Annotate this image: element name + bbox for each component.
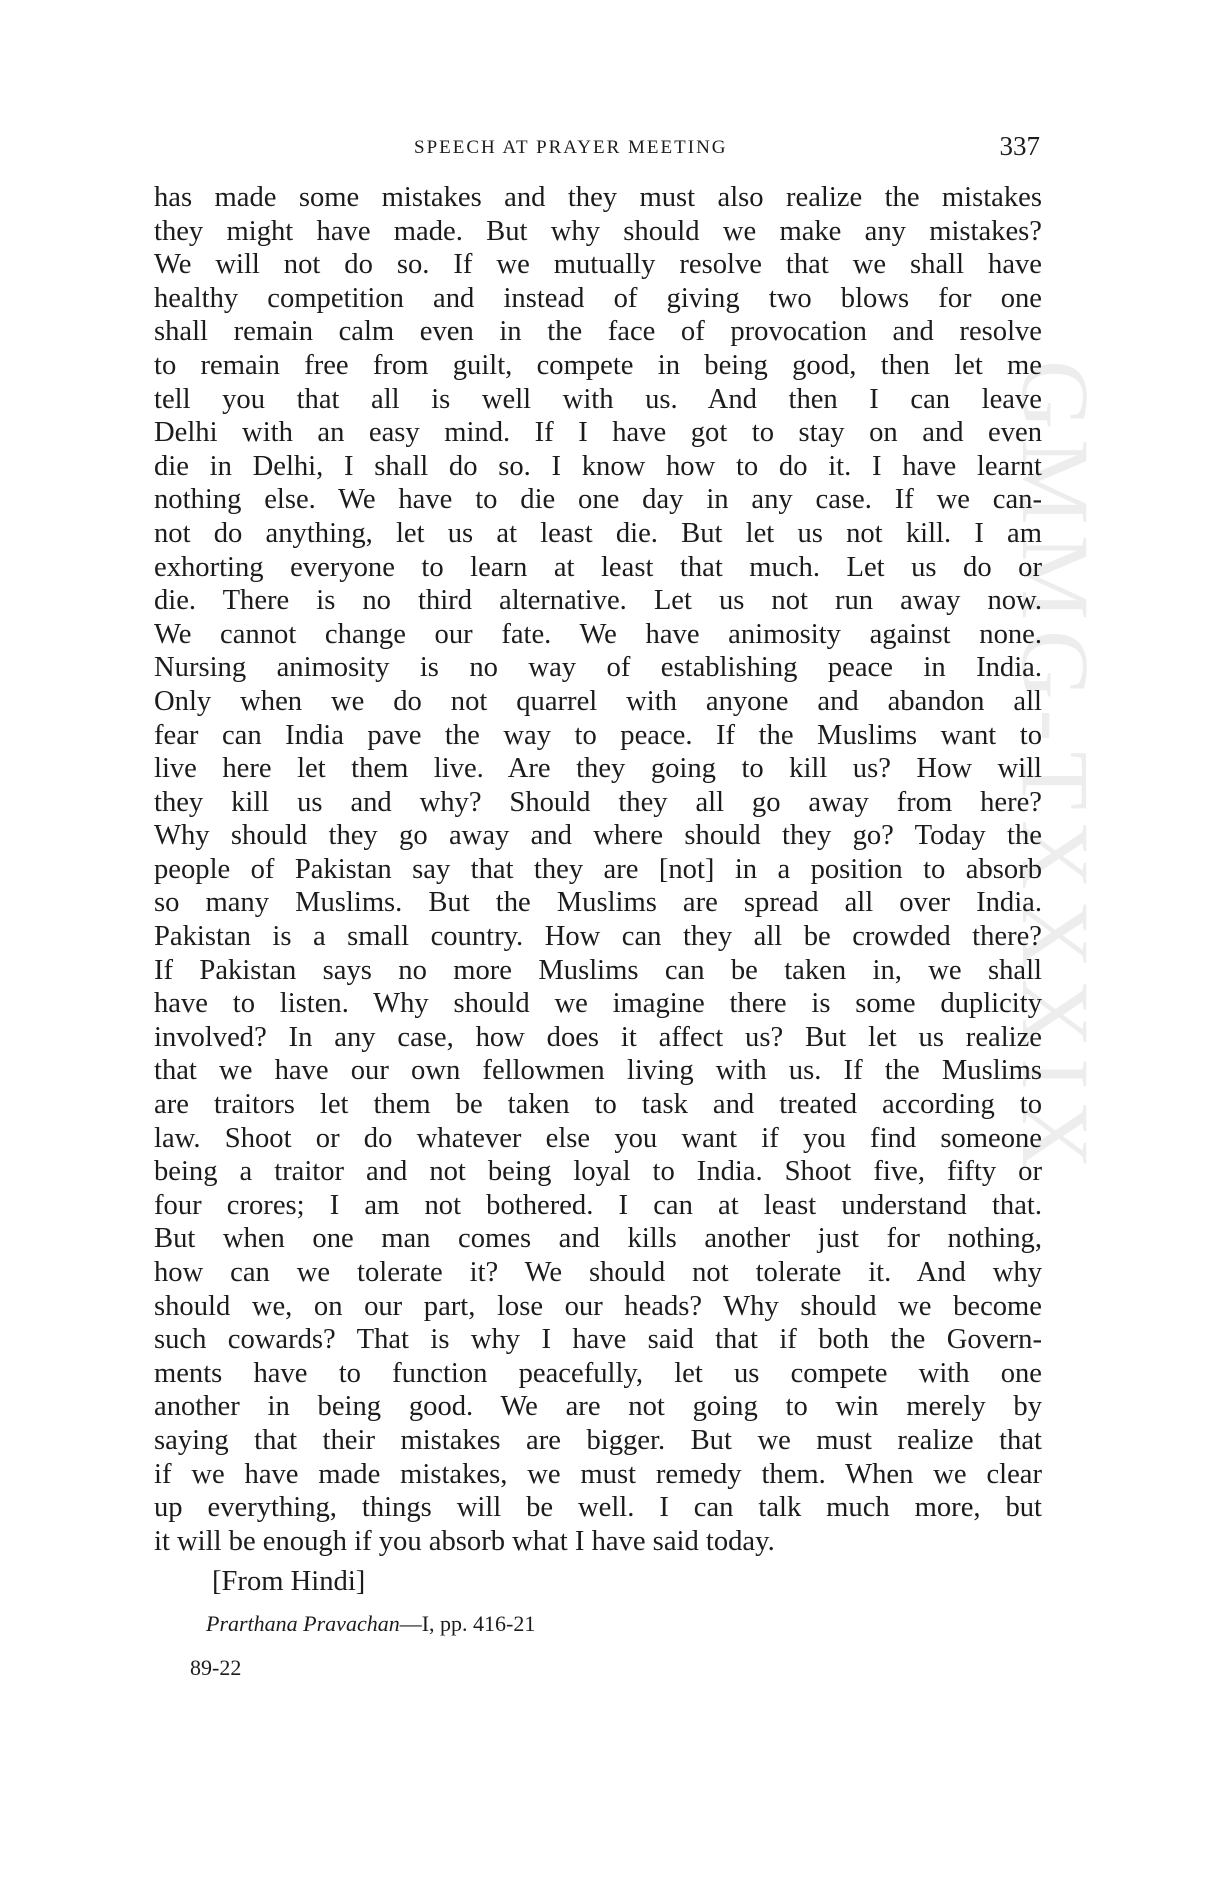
text-line: people of Pakistan say that they are [not] in a position to absorb xyxy=(154,853,1042,885)
text-line: healthy competition and instead of giving two blows for one xyxy=(154,282,1042,314)
text-line: Why should they go away and where should they go? Today the xyxy=(154,820,1042,852)
text-line-last: it will be enough if you absorb what I have said today. xyxy=(154,1525,775,1557)
text-line: We will not do so. If we mutually resolve that we shall have xyxy=(154,249,1042,281)
source-note: [From Hindi] xyxy=(212,1566,366,1597)
body-text xyxy=(154,181,1042,1558)
text-line: live here let them live. Are they going to kill us? How will xyxy=(154,753,1042,785)
text-line: they might have made. But why should we make any mistakes? xyxy=(154,215,1042,247)
text-line: not do anything, let us at least die. But let us not kill. I am xyxy=(154,517,1042,549)
text-line: tell you that all is well with us. And then I can leave xyxy=(154,383,1042,415)
signature-mark: 89-22 xyxy=(190,1655,242,1680)
running-title: SPEECH AT PRAYER MEETING xyxy=(414,137,728,158)
text-line: another in being good. We are not going to win merely by xyxy=(154,1391,1042,1423)
text-line: involved? In any case, how does it affect us? But let us realize xyxy=(154,1021,1042,1053)
page-number: 337 xyxy=(999,131,1040,161)
text-line: Delhi with an easy mind. If I have got to stay on and even xyxy=(154,417,1042,449)
text-line: fear can India pave the way to peace. If the Muslims want to xyxy=(154,719,1042,751)
text-line: have to listen. Why should we imagine there is some duplicity xyxy=(154,988,1042,1020)
text-line: Only when we do not quarrel with anyone and abandon all xyxy=(154,685,1042,717)
text-line: If Pakistan says no more Muslims can be taken in, we shall xyxy=(154,954,1042,986)
text-line: are traitors let them be taken to task and treated according to xyxy=(154,1089,1042,1121)
text-line: die in Delhi, I shall do so. I know how to do it. I have learnt xyxy=(154,450,1042,482)
text-line: shall remain calm even in the face of provocation and resolve xyxy=(154,316,1042,348)
text-line: nothing else. We have to die one day in any case. If we can- xyxy=(154,484,1042,516)
citation-title: Prarthana Pravachan xyxy=(206,1611,400,1636)
text-line: saying that their mistakes are bigger. But we must realize that xyxy=(154,1424,1042,1456)
text-line: Nursing animosity is no way of establishing peace in India. xyxy=(154,652,1042,684)
text-line: being a traitor and not being loyal to India. Shoot five, fifty or xyxy=(154,1156,1042,1188)
text-line: ments have to function peacefully, let us compete with one xyxy=(154,1357,1042,1389)
text-line: law. Shoot or do whatever else you want if you find someone xyxy=(154,1122,1042,1154)
text-line: to remain free from guilt, compete in being good, then let me xyxy=(154,349,1042,381)
text-line: how can we tolerate it? We should not tolerate it. And why xyxy=(154,1257,1042,1288)
text-line: should we, on our part, lose our heads? Why should we become xyxy=(154,1290,1042,1322)
text-line: they kill us and why? Should they all go away from here? xyxy=(154,786,1042,818)
text-line: if we have made mistakes, we must remedy them. When we clear xyxy=(154,1458,1042,1490)
text-line: Pakistan is a small country. How can they all be crowded there? xyxy=(154,921,1042,953)
running-header xyxy=(152,131,1040,171)
text-line: die. There is no third alternative. Let us not run away now. xyxy=(154,585,1042,617)
citation-reference: —I, pp. 416-21 xyxy=(399,1611,536,1636)
watermark-text: GMMG-TXXXIX xyxy=(1002,360,1109,1180)
text-line: such cowards? That is why I have said that if both the Govern- xyxy=(154,1324,1042,1356)
text-line: exhorting everyone to learn at least that much. Let us do or xyxy=(154,551,1042,583)
text-line: But when one man comes and kills another just for nothing, xyxy=(154,1223,1042,1255)
citation xyxy=(206,1611,535,1637)
text-line: that we have our own fellowmen living with us. If the Muslims xyxy=(154,1055,1042,1087)
text-line: has made some mistakes and they must also realize the mistakes xyxy=(154,182,1042,213)
text-line: We cannot change our fate. We have animosity against none. xyxy=(154,618,1042,650)
text-line: up everything, things will be well. I can talk much more, but xyxy=(154,1492,1042,1524)
text-line: so many Muslims. But the Muslims are spread all over India. xyxy=(154,887,1042,919)
text-line: four crores; I am not bothered. I can at least understand that. xyxy=(154,1189,1042,1221)
